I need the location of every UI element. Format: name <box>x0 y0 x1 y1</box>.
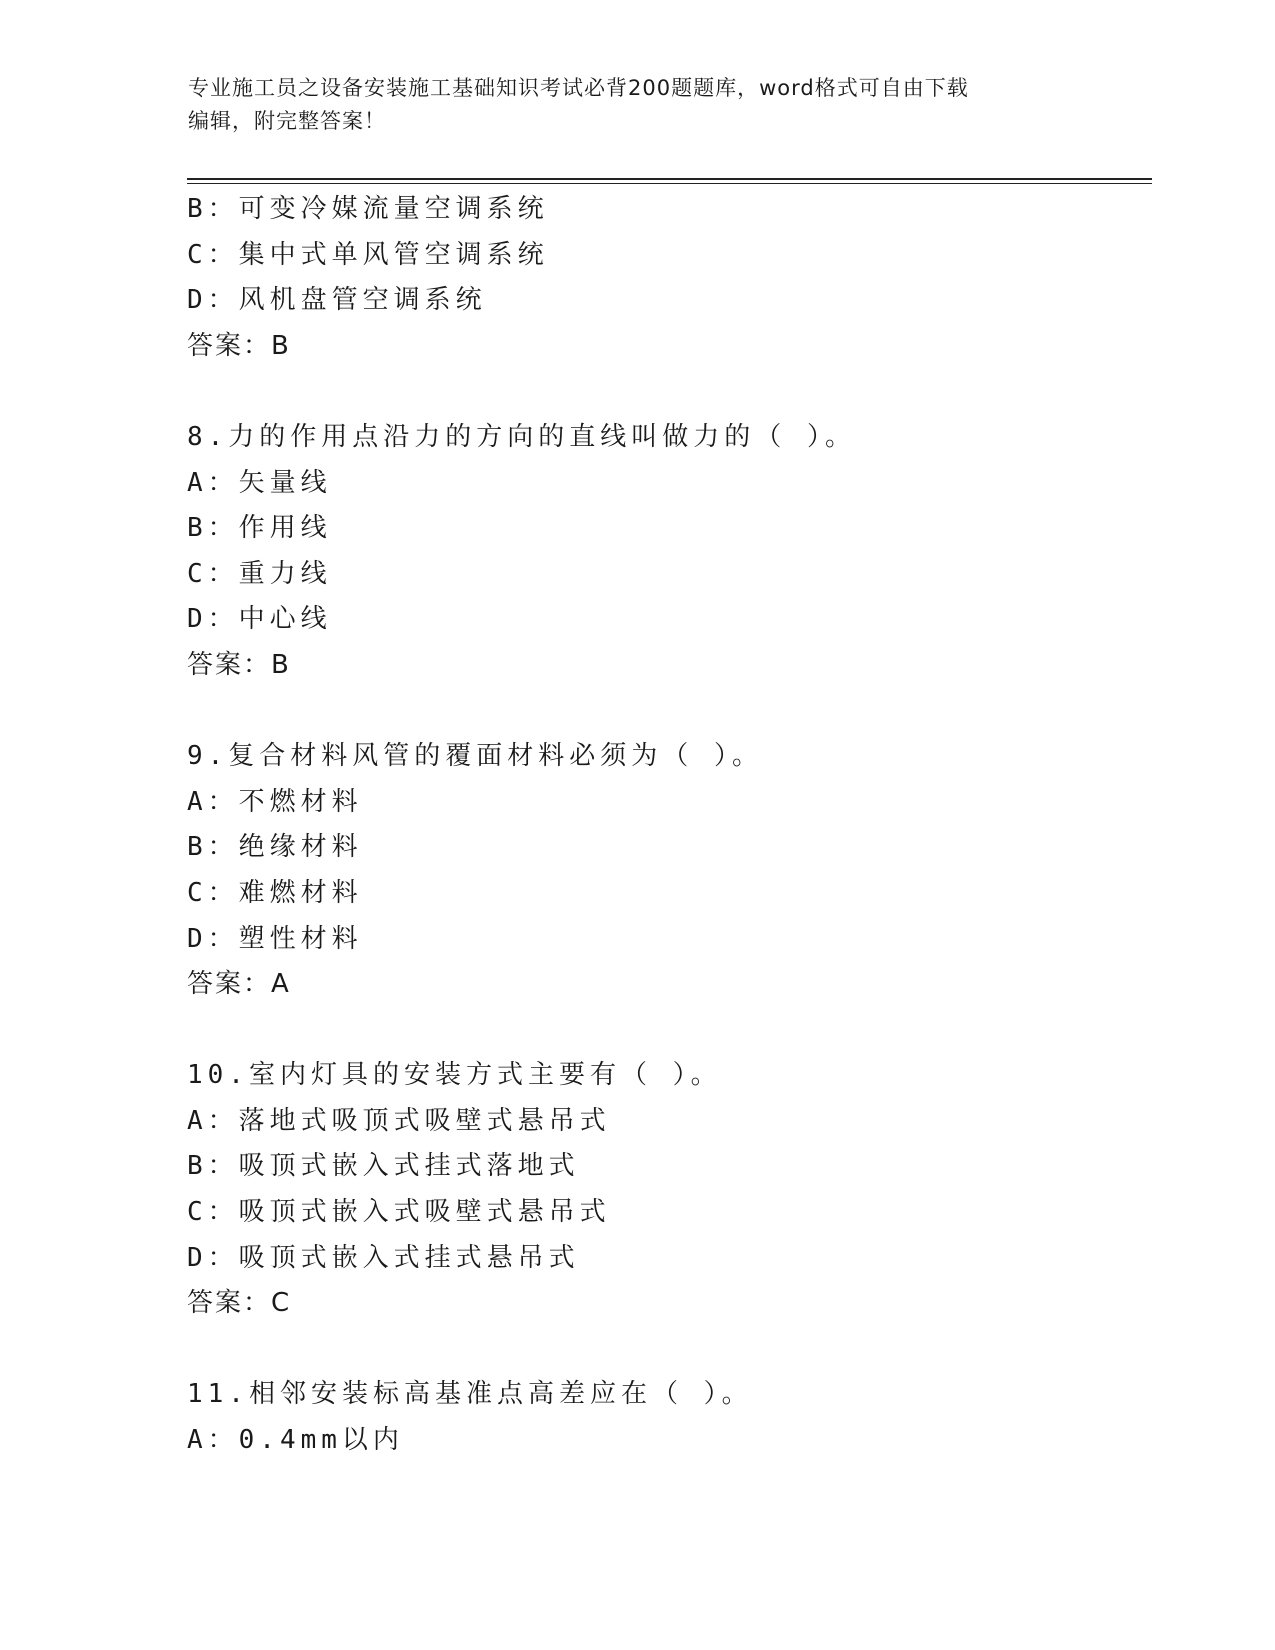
header-divider-thin <box>187 183 1152 184</box>
question-block-8 <box>187 415 1147 689</box>
option-letter: D： <box>187 285 239 316</box>
option-letter: A： <box>187 1425 239 1456</box>
question-stem: 8.力的作用点沿力的方向的直线叫做力的（ ）。 <box>187 421 856 452</box>
question-block-11 <box>187 1372 1147 1463</box>
option-text: 重力线 <box>238 558 332 589</box>
option-b <box>187 506 1147 552</box>
header-title-line-1: 专业施工员之设备安装施工基础知识考试必背200题题库，word格式可自由下载 <box>188 76 969 100</box>
question-stem: 9.复合材料风管的覆面材料必须为（ ）。 <box>187 741 763 772</box>
header-divider-thick <box>187 178 1152 180</box>
question-list <box>187 187 1147 1464</box>
option-c <box>187 233 1147 279</box>
option-text: 矢量线 <box>238 467 332 498</box>
option-text: 吸顶式嵌入式挂式悬吊式 <box>238 1242 580 1273</box>
option-text: 0.4mm以内 <box>238 1425 404 1456</box>
option-letter: D： <box>187 1242 239 1273</box>
answer: 答案：B <box>187 649 291 680</box>
spacer <box>187 369 1147 415</box>
option-a <box>187 461 1147 507</box>
option-letter: B： <box>187 832 239 863</box>
answer: 答案：B <box>187 330 291 361</box>
option-c <box>187 871 1147 917</box>
option-text: 作用线 <box>238 513 332 544</box>
answer: 答案：C <box>187 1288 292 1319</box>
option-text: 落地式吸顶式吸壁式悬吊式 <box>238 1105 611 1136</box>
option-letter: C： <box>187 239 239 270</box>
option-b <box>187 187 1147 233</box>
question-stem: 10.室内灯具的安装方式主要有（ ）。 <box>187 1060 722 1091</box>
option-a <box>187 780 1147 826</box>
option-text: 风机盘管空调系统 <box>238 285 487 316</box>
option-letter: A： <box>187 467 239 498</box>
question-block-9 <box>187 734 1147 1008</box>
option-c <box>187 1190 1147 1236</box>
spacer <box>187 689 1147 735</box>
option-letter: D： <box>187 923 239 954</box>
option-letter: A： <box>187 1105 239 1136</box>
question-block-7 <box>187 187 1147 369</box>
option-letter: B： <box>187 1151 239 1182</box>
option-text: 不燃材料 <box>238 786 363 817</box>
answer: 答案：A <box>187 969 291 1000</box>
document-header <box>188 72 1068 138</box>
option-text: 吸顶式嵌入式吸壁式悬吊式 <box>238 1197 611 1228</box>
spacer <box>187 1327 1147 1373</box>
option-d <box>187 597 1147 643</box>
option-a <box>187 1099 1147 1145</box>
question-block-10 <box>187 1053 1147 1327</box>
header-title-line-2: 编辑，附完整答案！ <box>188 109 386 133</box>
option-b <box>187 825 1147 871</box>
option-text: 集中式单风管空调系统 <box>238 239 549 270</box>
option-letter: B： <box>187 194 239 224</box>
option-b <box>187 1144 1147 1190</box>
option-d <box>187 917 1147 963</box>
option-c <box>187 552 1147 598</box>
option-d <box>187 1236 1147 1282</box>
option-letter: A： <box>187 786 239 817</box>
option-text: 难燃材料 <box>238 877 363 908</box>
option-text: 绝缘材料 <box>238 832 363 863</box>
question-stem: 11.相邻安装标高基准点高差应在（ ）。 <box>187 1379 753 1410</box>
option-letter: C： <box>187 1197 239 1228</box>
option-a <box>187 1418 1147 1464</box>
option-letter: C： <box>187 877 239 908</box>
option-text: 吸顶式嵌入式挂式落地式 <box>238 1151 580 1182</box>
option-d <box>187 278 1147 324</box>
spacer <box>187 1008 1147 1054</box>
option-text: 塑性材料 <box>238 923 363 954</box>
option-letter: D： <box>187 604 239 635</box>
option-letter: C： <box>187 558 239 589</box>
option-letter: B： <box>187 513 239 544</box>
option-text: 可变冷媒流量空调系统 <box>238 194 549 224</box>
option-text: 中心线 <box>238 604 332 635</box>
